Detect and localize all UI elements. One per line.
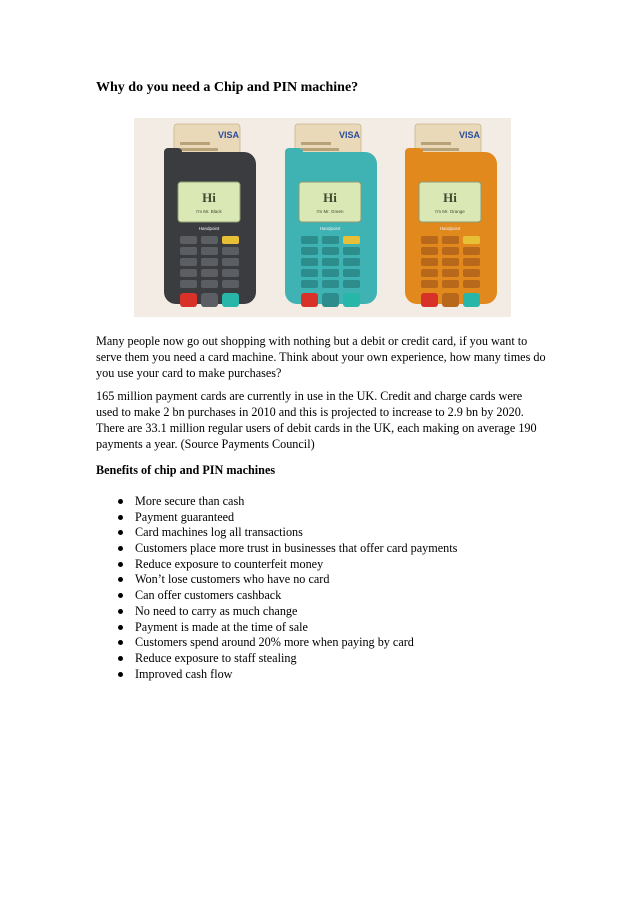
keypad-key	[421, 236, 438, 244]
keypad-key	[201, 247, 218, 255]
keypad-key	[322, 269, 339, 277]
bullet-icon	[118, 546, 123, 551]
keypad-key	[421, 247, 438, 255]
keypad-key	[301, 269, 318, 277]
list-item: Customers spend around 20% more when paying by card	[118, 635, 457, 651]
keypad-key	[301, 236, 318, 244]
bullet-icon	[118, 577, 123, 582]
bullet-icon	[118, 562, 123, 567]
keypad-key	[421, 269, 438, 277]
card-machine-teal	[285, 124, 377, 307]
keypad-key	[180, 236, 197, 244]
bullet-icon	[118, 625, 123, 630]
keypad-key	[442, 258, 459, 266]
keypad-key	[442, 280, 459, 288]
keypad-key	[442, 293, 459, 307]
keypad-key	[180, 258, 197, 266]
bullet-icon	[118, 515, 123, 520]
bullet-icon	[118, 593, 123, 598]
page-title: Why do you need a Chip and PIN machine?	[96, 80, 359, 95]
list-item: No need to carry as much change	[118, 604, 457, 620]
keypad-key	[343, 293, 360, 307]
keypad-key	[222, 247, 239, 255]
screen-greeting: Hi	[443, 190, 457, 205]
list-item: Customers place more trust in businesses that offer card payments	[118, 541, 457, 557]
card-machines-photo	[134, 118, 511, 317]
list-item: Payment guaranteed	[118, 510, 457, 526]
list-item: Won’t lose customers who have no card	[118, 572, 457, 588]
keypad-key	[201, 293, 218, 307]
keypad-key	[322, 258, 339, 266]
keypad-key	[301, 247, 318, 255]
brand-label: Handpoint	[439, 226, 461, 231]
list-item: Payment is made at the time of sale	[118, 620, 457, 636]
list-item: Reduce exposure to staff stealing	[118, 651, 457, 667]
keypad-key	[222, 293, 239, 307]
keypad-key	[322, 280, 339, 288]
keypad-key	[222, 269, 239, 277]
keypad-key	[222, 236, 239, 244]
brand-label: Handpoint	[319, 226, 341, 231]
statistics-paragraph: 165 million payment cards are currently in use in the UK. Credit and charge cards were used to make 2 bn purchases in 2010 and this is projected to increase to 2.9 bn by 2020. There are 33.1 million regular users of debit cards in the UK, each making on average 190 payments a year. (Source Payments Council)	[96, 389, 537, 451]
brand-label: Handpoint	[198, 226, 220, 231]
intro-paragraph: Many people now go out shopping with nothing but a debit or credit card, if you want to serve them you need a card machine. Think about your own experience, how many times do you use your card to make purchases?	[96, 334, 546, 380]
keypad-key	[201, 269, 218, 277]
screen-greeting: Hi	[323, 190, 337, 205]
keypad-key	[463, 280, 480, 288]
keypad-key	[180, 293, 197, 307]
bullet-icon	[118, 656, 123, 661]
list-item: Can offer customers cashback	[118, 588, 457, 604]
card-machines-illustration	[134, 118, 511, 317]
keypad-key	[463, 247, 480, 255]
keypad-key	[222, 258, 239, 266]
keypad-key	[421, 293, 438, 307]
keypad-key	[463, 293, 480, 307]
card-brand-logo: VISA	[459, 130, 481, 140]
keypad-key	[463, 269, 480, 277]
keypad-key	[463, 258, 480, 266]
keypad-key	[201, 258, 218, 266]
keypad-key	[343, 258, 360, 266]
list-item: Reduce exposure to counterfeit money	[118, 557, 457, 573]
keypad-key	[421, 280, 438, 288]
card-machine-orange	[405, 124, 497, 307]
list-item: More secure than cash	[118, 494, 457, 510]
keypad-key	[180, 247, 197, 255]
keypad-key	[201, 236, 218, 244]
keypad-key	[442, 247, 459, 255]
card-brand-logo: VISA	[339, 130, 361, 140]
keypad-key	[322, 247, 339, 255]
keypad-key	[442, 269, 459, 277]
keypad-key	[322, 236, 339, 244]
keypad-key	[222, 280, 239, 288]
card-brand-logo: VISA	[218, 130, 240, 140]
keypad-key	[442, 236, 459, 244]
bullet-icon	[118, 530, 123, 535]
bullet-icon	[118, 499, 123, 504]
bullet-icon	[118, 672, 123, 677]
keypad-key	[301, 258, 318, 266]
keypad-key	[343, 247, 360, 255]
screen-subtitle: I'm Mr. Orange	[435, 209, 465, 214]
keypad-key	[421, 258, 438, 266]
keypad-key	[301, 293, 318, 307]
keypad-key	[463, 236, 480, 244]
screen-subtitle: I'm Mr. Black	[196, 209, 222, 214]
keypad-key	[201, 280, 218, 288]
keypad-key	[301, 280, 318, 288]
benefits-list	[118, 494, 457, 682]
card-machine-dark-grey	[164, 124, 256, 307]
list-item: Improved cash flow	[118, 667, 457, 683]
screen-greeting: Hi	[202, 190, 216, 205]
keypad-key	[322, 293, 339, 307]
bullet-icon	[118, 609, 123, 614]
keypad-key	[343, 269, 360, 277]
keypad-key	[343, 280, 360, 288]
keypad-key	[180, 280, 197, 288]
keypad-key	[343, 236, 360, 244]
screen-subtitle: I'm Mr. Green	[316, 209, 344, 214]
list-item: Card machines log all transactions	[118, 525, 457, 541]
benefits-heading: Benefits of chip and PIN machines	[96, 463, 276, 477]
keypad-key	[180, 269, 197, 277]
bullet-icon	[118, 640, 123, 645]
